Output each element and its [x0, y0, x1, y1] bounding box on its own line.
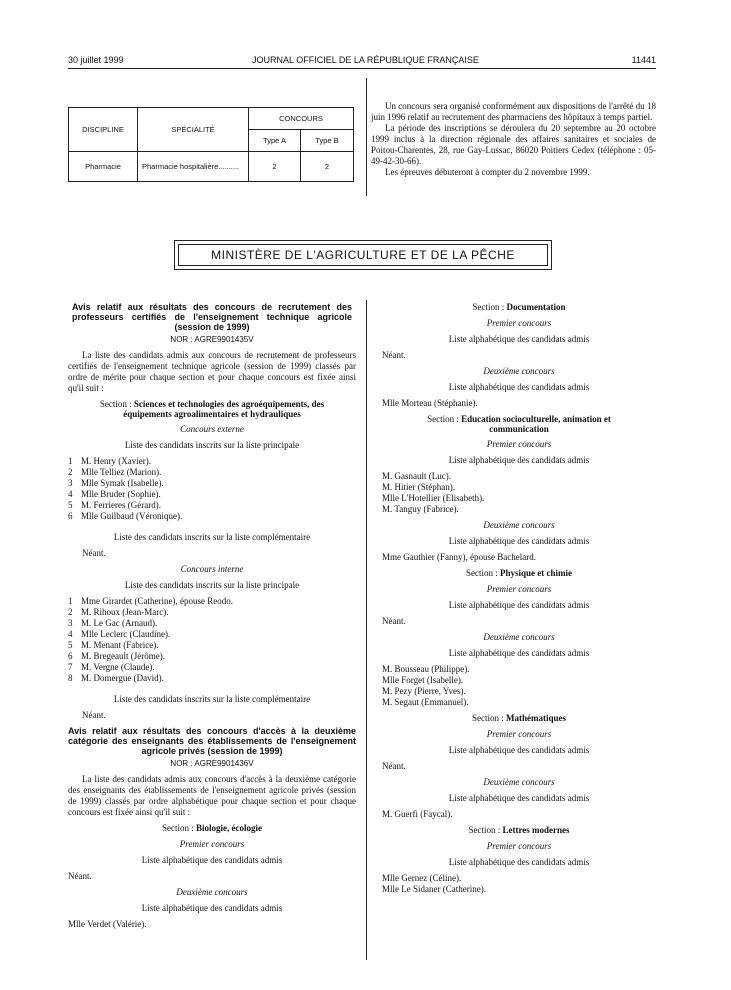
list-item: M. Guerfi (Faycal). — [382, 809, 453, 819]
page-date: 30 juillet 1999 — [68, 55, 124, 65]
list-item: Mlle Gernez (Céline). — [382, 873, 462, 883]
avis-title: Avis relatif aux résultats des concours de recrutement des professeurs certifiés de l'enseignement technique agricole (session de 1999) — [72, 302, 352, 332]
list-item: 5 M. Menant (Fabrice). — [68, 640, 159, 650]
list-item: 3 M. Le Gac (Arnaud). — [68, 618, 158, 628]
list-item: 3 Mlle Symak (Isabelle). — [68, 478, 164, 488]
list-item: 6 M. Bregeault (Jérôme). — [68, 651, 165, 661]
list-heading: Liste alphabétique des candidats admis — [448, 382, 590, 392]
list-item: 4 Mlle Leclerc (Claudine). — [68, 629, 171, 639]
concours-heading: Deuxième concours — [483, 632, 555, 642]
avis-title: Avis relatif aux résultats des concours d'accès à la deuxième catégorie des enseignants des établissements de l'enseignement agricole privés (session de 1999) — [68, 726, 356, 756]
column-divider-top — [366, 78, 367, 196]
concours-heading: Deuxième concours — [483, 777, 555, 787]
concours-table — [68, 107, 354, 182]
list-item: M. Pezy (Pierre, Yves). — [382, 686, 466, 696]
list-heading: Liste alphabétique des candidats admis — [141, 855, 283, 865]
list-heading: Liste alphabétique des candidats admis — [141, 903, 283, 913]
list-item: Mlle Forget (Isabelle). — [382, 675, 464, 685]
concours-heading: Premier concours — [486, 318, 552, 328]
section-heading: Section : Education socioculturelle, animation et communication — [427, 414, 611, 434]
list-item: 5 M. Ferrieres (Gérard). — [68, 500, 161, 510]
concours-heading: Concours interne — [180, 564, 244, 574]
table-header-type-b: Type B — [301, 130, 354, 152]
list-heading: Liste des candidats inscrits sur la liste principale — [124, 580, 300, 590]
neant-text: Néant. — [382, 616, 406, 626]
neant-text: Néant. — [68, 871, 92, 881]
notice-paragraph: Les épreuves débuteront à compter du 2 novembre 1999. — [385, 167, 590, 177]
ministry-title: MINISTÈRE DE L'AGRICULTURE ET DE LA PÊCHE — [178, 244, 548, 266]
list-item: 2 M. Rihoux (Jean-Marc). — [68, 607, 169, 617]
list-item: 1 Mme Girardet (Catherine), épouse Reodo. — [68, 596, 233, 606]
list-item: Mlle L'Hotellier (Elisabeth). — [382, 493, 485, 503]
neant-text: Néant. — [82, 548, 106, 558]
list-heading: Liste alphabétique des candidats admis — [448, 455, 590, 465]
concours-heading: Premier concours — [179, 839, 245, 849]
list-heading: Liste alphabétique des candidats admis — [448, 857, 590, 867]
table-header-discipline: DISCIPLINE — [69, 108, 138, 152]
neant-text: Néant. — [382, 761, 406, 771]
list-item: 6 Mlle Guilbaud (Véronique). — [68, 511, 183, 521]
concours-heading: Deuxième concours — [176, 887, 248, 897]
list-item: M. Tanguy (Fabrice). — [382, 504, 459, 514]
list-heading: Liste alphabétique des candidats admis — [448, 745, 590, 755]
list-heading: Liste alphabétique des candidats admis — [448, 536, 590, 546]
externe-list — [68, 456, 356, 522]
section-heading: Section : Documentation — [472, 302, 566, 312]
list-item: M. Gasnault (Luc). — [382, 471, 451, 481]
concours-heading: Premier concours — [486, 584, 552, 594]
table-cell-discipline: Pharmacie — [69, 152, 138, 182]
column-divider — [366, 300, 367, 960]
right-column — [382, 302, 656, 895]
list-item: Mlle Verdet (Valérie). — [68, 919, 147, 929]
table-cell-type-b: 2 — [301, 152, 354, 182]
concours-heading: Deuxième concours — [483, 366, 555, 376]
avis-intro: La liste des candidats admis aux concours d'accès à la deuxième catégorie des enseignants des établissements de l'enseignement agricole privés (session de 1999) classés par ordre alphabétique pour chaque section et pour chaque concours est fixée ainsi qu'il suit : — [68, 774, 356, 817]
list-item: Mme Gauthier (Fanny), épouse Bachelard. — [382, 552, 536, 562]
section-heading: Section : Physique et chimie — [466, 568, 572, 578]
section-name: Biologie, écologie — [196, 823, 262, 833]
concours-heading: Deuxième concours — [483, 520, 555, 530]
section-heading: Section : Lettres modernes — [468, 825, 570, 835]
nor-reference: NOR : AGRE9901435V — [170, 335, 254, 344]
notice-paragraph: La période des inscriptions se déroulera du 20 septembre au 20 octobre 1999 inclus à la direction régionale des affaires sanitaires et sociales de Poitou-Charentes, 28, rue Gay-Lussac, 86020 Poitiers Cedex (téléphone : 05-49-42-30-66). — [371, 123, 656, 166]
concours-heading: Premier concours — [486, 729, 552, 739]
table-cell-specialite: Pharmacie hospitalière.......... — [138, 152, 249, 182]
list-heading: Liste alphabétique des candidats admis — [448, 648, 590, 658]
section-heading — [68, 399, 356, 419]
section-label: Section : — [99, 399, 134, 409]
list-heading: Liste des candidats inscrits sur la liste principale — [124, 440, 300, 450]
table-header-type-a: Type A — [249, 130, 301, 152]
interne-list — [68, 596, 356, 684]
list-item: M. Bousseau (Philippe). — [382, 664, 470, 674]
left-column — [68, 302, 356, 930]
list-item: Mlle Morteau (Stéphanie). — [382, 398, 478, 408]
notice-paragraph: Un concours sera organisé conformément aux dispositions de l'arrêté du 18 juin 1996 relatif au recrutement des pharmaciens des hôpitaux à temps partiel. — [371, 101, 656, 122]
list-heading: Liste des candidats inscrits sur la liste complémentaire — [113, 532, 311, 542]
section-label: Section : — [162, 823, 196, 833]
list-item: 4 Mlle Bruder (Sophie). — [68, 489, 161, 499]
table-header-concours: CONCOURS — [249, 108, 354, 130]
list-item: M. Segaut (Emmanuel). — [382, 697, 469, 707]
list-item: 2 Mlle Telliez (Marion). — [68, 467, 162, 477]
table-row — [69, 152, 354, 182]
neant-text: Néant. — [82, 710, 106, 720]
ministry-banner — [174, 240, 552, 270]
page-number: 11441 — [631, 55, 656, 65]
concours-heading: Premier concours — [486, 841, 552, 851]
pharmacie-notice — [371, 101, 656, 178]
list-heading: Liste des candidats inscrits sur la liste complémentaire — [113, 694, 311, 704]
list-item: M. Hitier (Stéphan). — [382, 482, 455, 492]
nor-reference: NOR : AGRE9901436V — [170, 759, 254, 768]
list-item: 1 M. Henry (Xavier). — [68, 456, 151, 466]
concours-heading: Concours externe — [180, 424, 244, 434]
list-item: Mlle Le Sidaner (Catherine). — [382, 884, 486, 894]
list-item: 7 M. Vergne (Claude). — [68, 662, 155, 672]
neant-text: Néant. — [382, 350, 406, 360]
concours-heading: Premier concours — [486, 439, 552, 449]
journal-title: JOURNAL OFFICIEL DE LA RÉPUBLIQUE FRANÇAISE — [252, 55, 479, 65]
table-header-specialite: SPÉCIALITÉ — [138, 108, 249, 152]
section-heading — [68, 823, 356, 834]
list-heading: Liste alphabétique des candidats admis — [448, 600, 590, 610]
avis-intro: La liste des candidats admis aux concours de recrutement de professeurs certifiés de l'enseignement technique agricole (session de 1999) classés par ordre de mérite pour chaque section et pour chaque concours est fixée ainsi qu'il suit : — [68, 350, 356, 393]
section-heading: Section : Mathématiques — [472, 713, 566, 723]
section-name: Sciences et technologies des agroéquipements, des équipements agroalimentaires et hydrauliques — [123, 399, 325, 419]
list-heading: Liste alphabétique des candidats admis — [448, 334, 590, 344]
list-heading: Liste alphabétique des candidats admis — [448, 793, 590, 803]
header-rule — [68, 68, 656, 69]
list-item: 8 M. Domergue (David). — [68, 673, 164, 683]
table-cell-type-a: 2 — [249, 152, 301, 182]
